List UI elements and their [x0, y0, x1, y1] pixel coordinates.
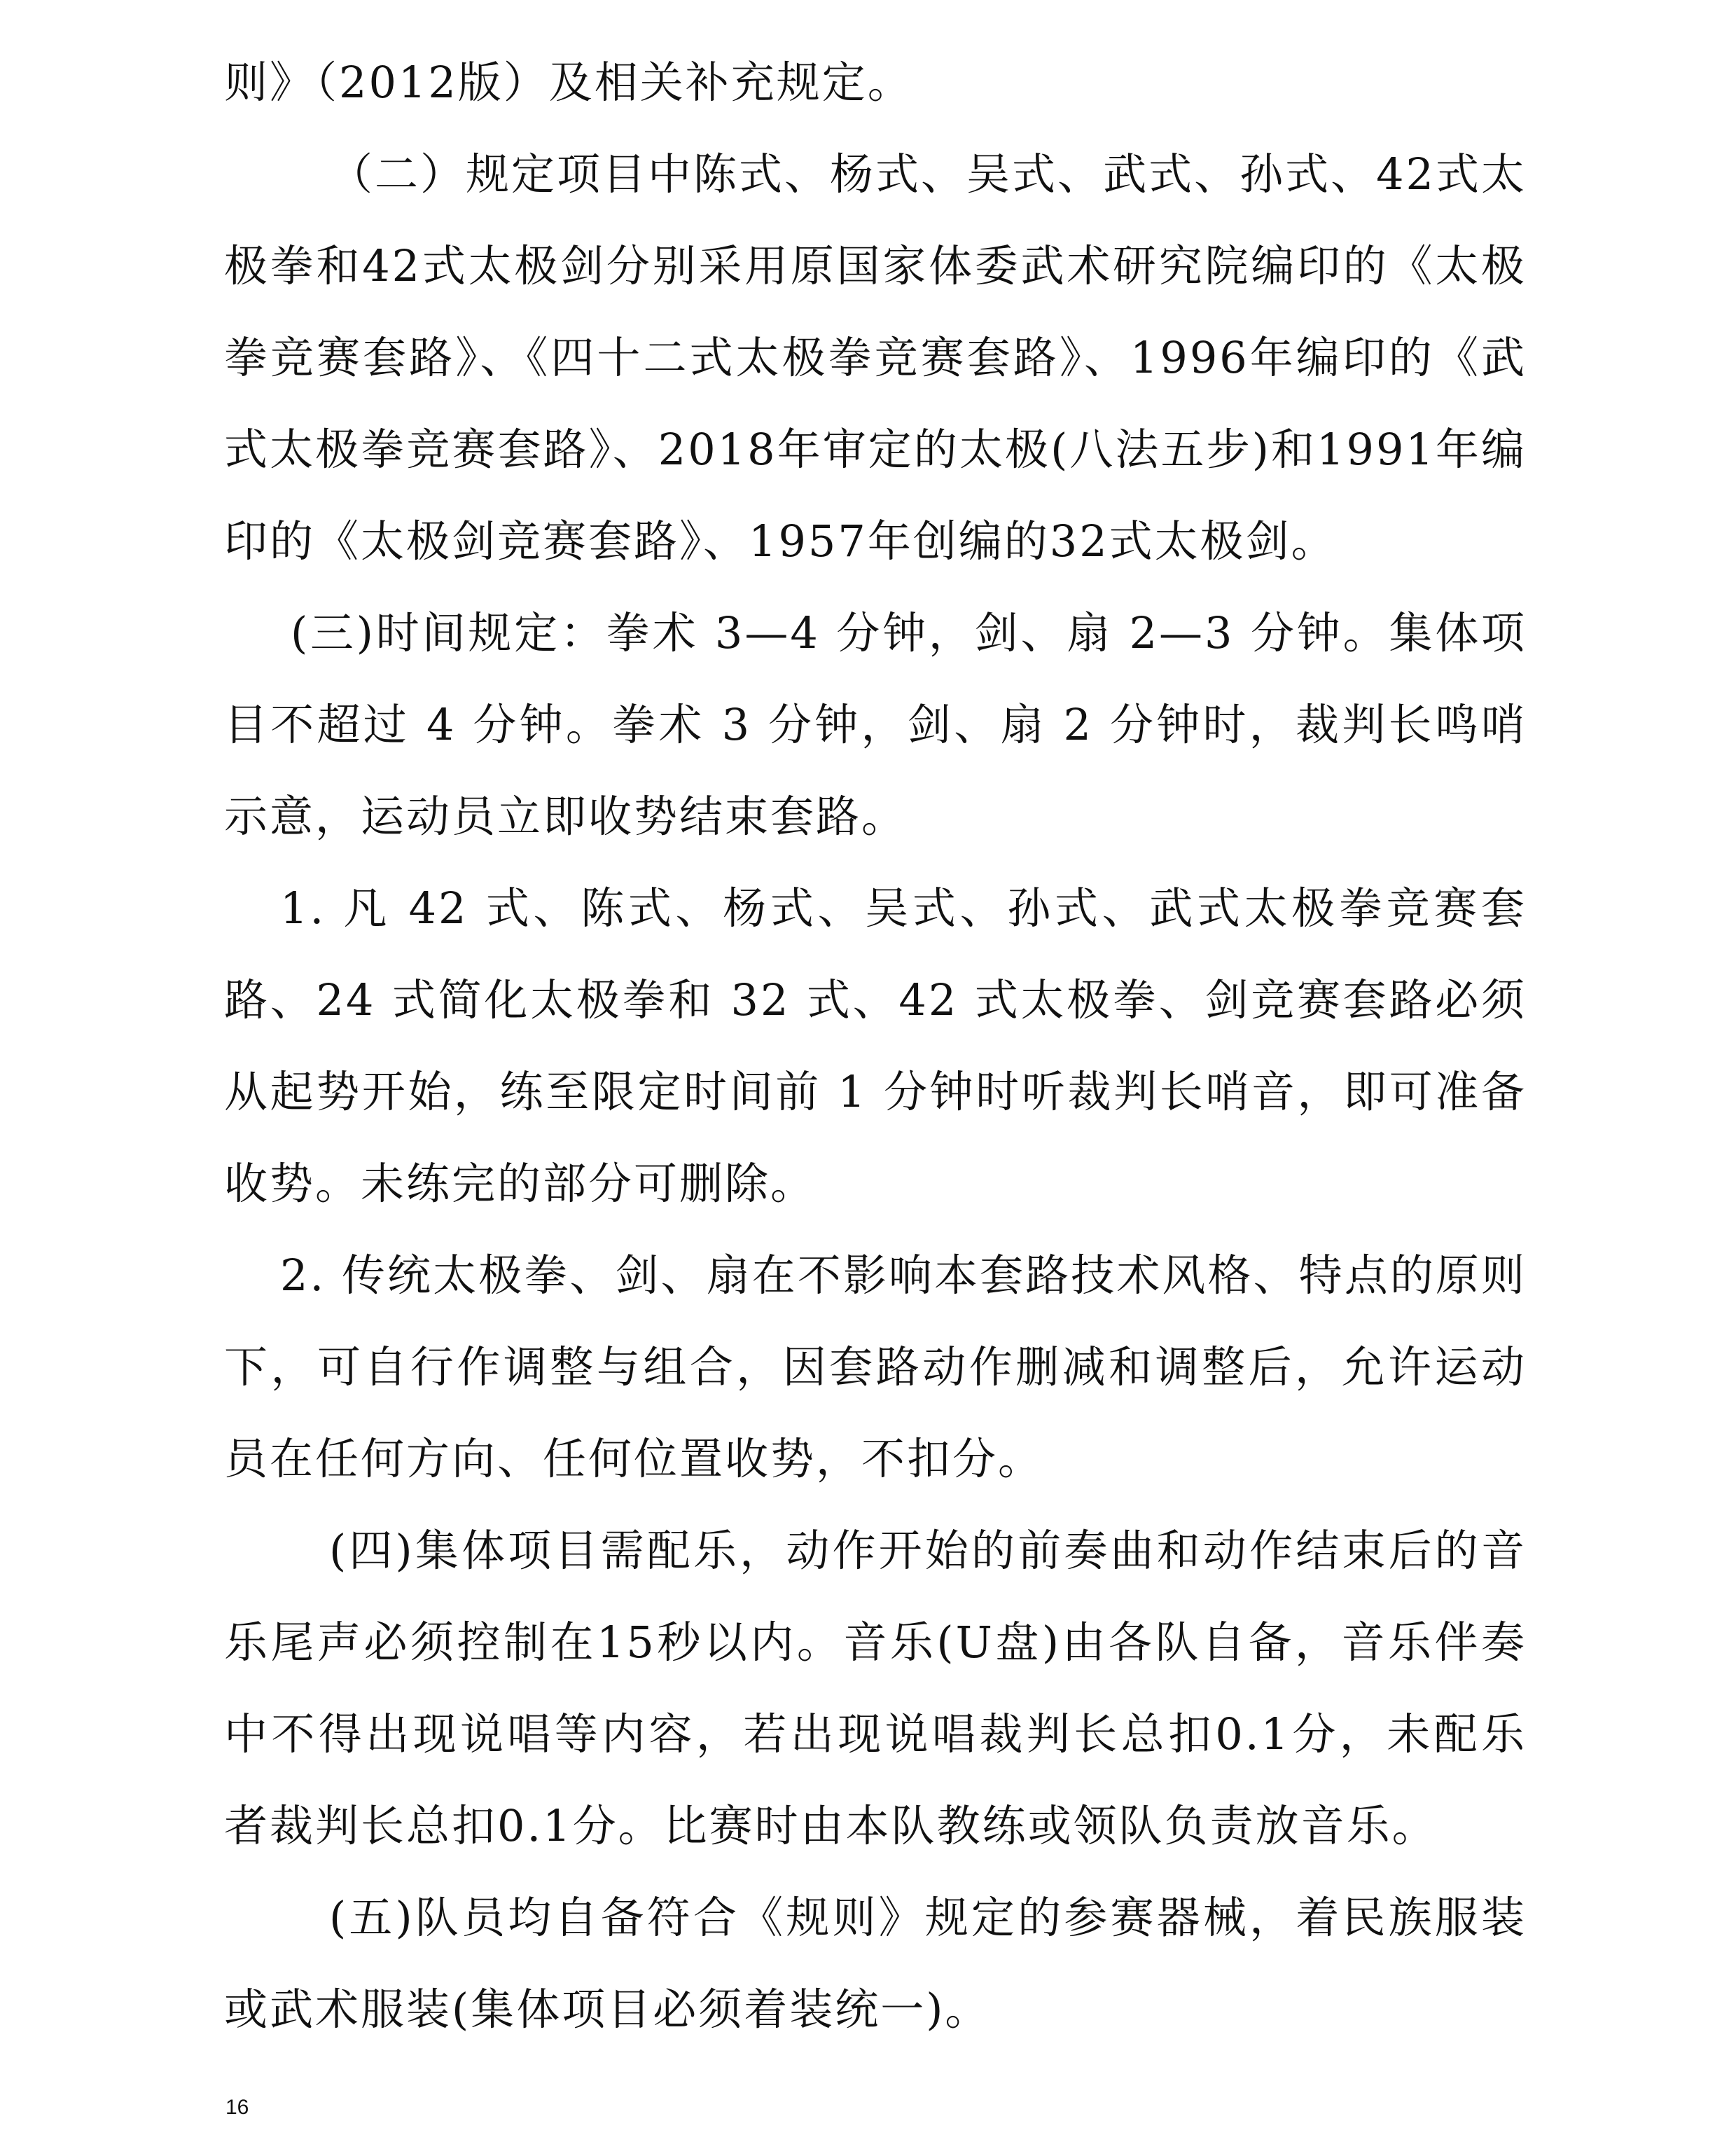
paragraph-section-3-time-rules: (三)时间规定：拳术 3—4 分钟，剑、扇 2—3 分钟。集体项目不超过 4 分钟。拳术 3 分钟，剑、扇 2 分钟时，裁判长鸣哨示意，运动员立即收势结束套路。: [224, 607, 1527, 842]
paragraph-rules-continued: 则》（2012版）及相关补充规定。: [224, 57, 913, 108]
paragraph-section-4-music: (四)集体项目需配乐，动作开始的前奏曲和动作结束后的音乐尾声必须控制在15秒以内。音乐(U盘)由各队自备，音乐伴奏中不得出现说唱等内容，若出现说唱裁判长总扣0.1分，未配乐者裁判长总扣0.1分。比赛时由本队教练或领队负责放音乐。: [224, 1525, 1527, 1851]
paragraph-section-5-equipment: (五)队员均自备符合《规则》规定的参赛器械，着民族服装或武术服装(集体项目必须着装统一)。: [224, 1892, 1527, 2035]
page-number: 16: [225, 2096, 249, 2119]
paragraph-section-2: （二）规定项目中陈式、杨式、吴式、武式、孙式、42式太极拳和42式太极剑分别采用原国家体委武术研究院编印的《太极拳竞赛套路》、《四十二式太极拳竞赛套路》、1996年编印的《武式太极拳竞赛套路》、2018年审定的太极(八法五步)和1991年编印的《太极剑竞赛套路》、1957年创编的32式太极剑。: [224, 148, 1527, 567]
paragraph-item-2: 2. 传统太极拳、剑、扇在不影响本套路技术风格、特点的原则下，可自行作调整与组合，因套路动作删减和调整后，允许运动员在任何方向、任何位置收势，不扣分。: [224, 1250, 1527, 1484]
document-body: [224, 36, 1527, 2055]
paragraph-item-1: 1. 凡 42 式、陈式、杨式、吴式、孙式、武式太极拳竞赛套路、24 式简化太极拳和 32 式、42 式太极拳、剑竞赛套路必须从起势开始，练至限定时间前 1 分钟时听裁判长哨音，即可准备收势。未练完的部分可删除。: [224, 883, 1527, 1209]
